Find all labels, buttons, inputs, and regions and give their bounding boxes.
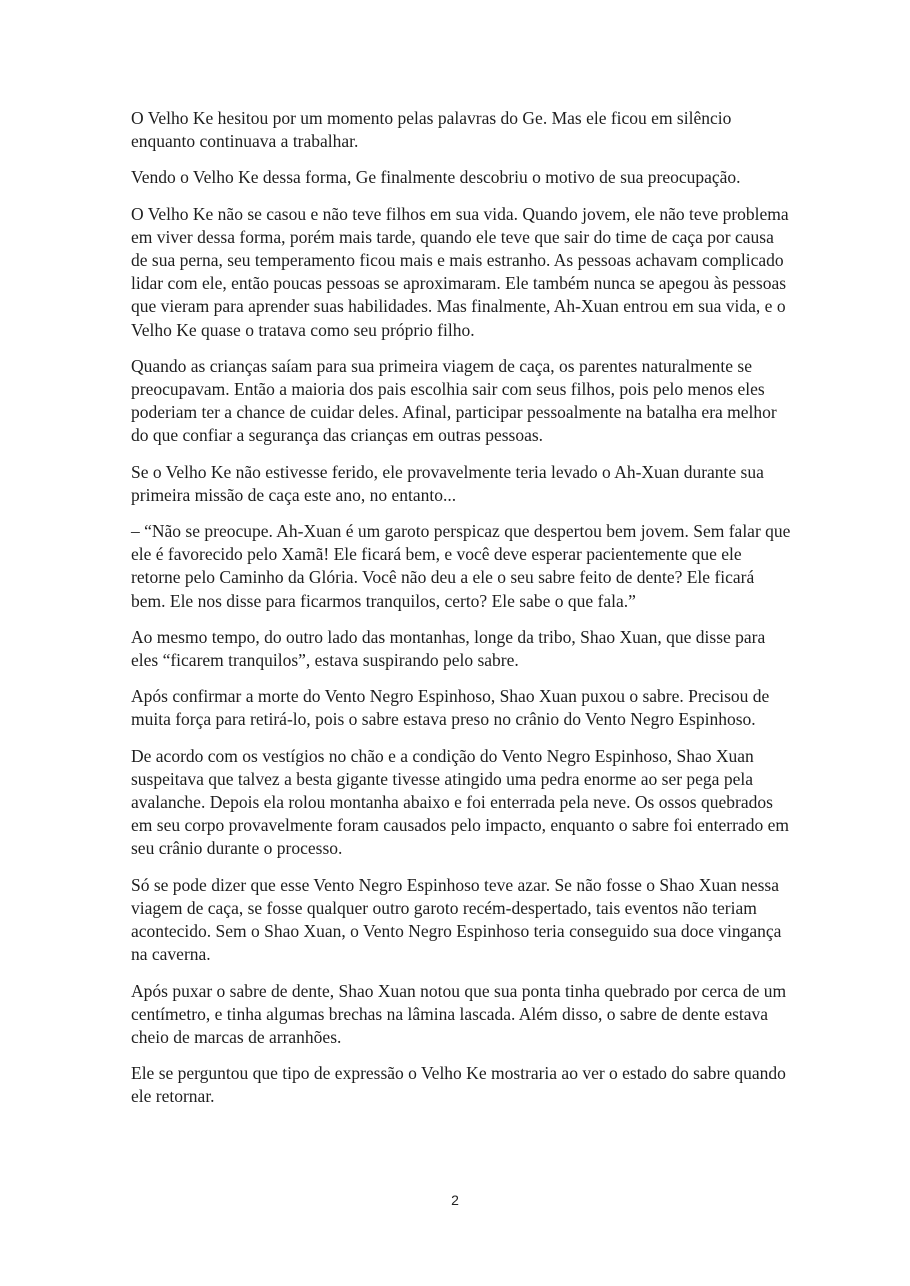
- paragraph-8: Após confirmar a morte do Vento Negro Espinhoso, Shao Xuan puxou o sabre. Precisou de muita força para retirá-lo, pois o sabre estava preso no crânio do Vento Negro Espinhoso.: [131, 686, 770, 730]
- paragraph-12: Ele se perguntou que tipo de expressão o Velho Ke mostraria ao ver o estado do sabre quando ele retornar.: [131, 1063, 786, 1107]
- paragraph-1: O Velho Ke hesitou por um momento pelas palavras do Ge. Mas ele ficou em silêncio enquanto continuava a trabalhar.: [131, 108, 732, 152]
- paragraph-5: Se o Velho Ke não estivesse ferido, ele provavelmente teria levado o Ah-Xuan durante sua primeira missão de caça este ano, no entanto...: [131, 461, 764, 505]
- paragraph-4: Quando as crianças saíam para sua primeira viagem de caça, os parentes naturalmente se preocupavam. Então a maioria dos pais escolhia sair com seus filhos, pois pelo menos eles poderiam ter a chance de cuidar deles. Afinal, participar pessoalmente na batalha era melhor do que confiar a segurança das crianças em outras pessoas.: [131, 355, 777, 446]
- paragraph-11: Após puxar o sabre de dente, Shao Xuan notou que sua ponta tinha quebrado por cerca de um centímetro, e tinha algumas brechas na lâmina lascada. Além disso, o sabre de dente estava cheio de marcas de arranhões.: [131, 980, 787, 1047]
- paragraph-2: Vendo o Velho Ke dessa forma, Ge finalmente descobriu o motivo de sua preocupação.: [131, 167, 741, 188]
- paragraph-6: – “Não se preocupe. Ah-Xuan é um garoto perspicaz que despertou bem jovem. Sem falar que ele é favorecido pelo Xamã! Ele ficará bem, e você deve esperar pacientemente que ele retorne pelo Caminho da Glória. Você não deu a ele o seu sabre feito de dente? Ele ficará bem. Ele nos disse para ficarmos tranquilos, certo? Ele sabe o que fala.”: [131, 521, 791, 611]
- document-body: [131, 107, 791, 1122]
- paragraph-7: Ao mesmo tempo, do outro lado das montanhas, longe da tribo, Shao Xuan, que disse para eles “ficarem tranquilos”, estava suspirando pelo sabre.: [131, 626, 766, 671]
- paragraph-9: De acordo com os vestígios no chão e a condição do Vento Negro Espinhoso, Shao Xuan suspeitava que talvez a besta gigante tivesse atingido uma pedra enorme ao ser pega pela avalanche. Depois ela rolou montanha abaixo e foi enterrada pela neve. Os ossos quebrados em seu corpo provavelmente foram causados pelo impacto, enquanto o sabre foi enterrado em seu crânio durante o processo.: [131, 745, 789, 859]
- page-number: 2: [451, 1192, 459, 1208]
- paragraph-10: Só se pode dizer que esse Vento Negro Espinhoso teve azar. Se não fosse o Shao Xuan nessa viagem de caça, se fosse qualquer outro garoto recém-despertado, tais eventos não teriam acontecido. Sem o Shao Xuan, o Vento Negro Espinhoso teria conseguido sua doce vingança na caverna.: [131, 874, 782, 965]
- paragraph-3: O Velho Ke não se casou e não teve filhos em sua vida. Quando jovem, ele não teve problema em viver dessa forma, porém mais tarde, quando ele teve que sair do time de caça por causa de sua perna, seu temperamento ficou mais e mais estranho. As pessoas achavam complicado lidar com ele, então poucas pessoas se aproximaram. Ele também nunca se apegou às pessoas que vieram para aprender suas habilidades. Mas finalmente, Ah-Xuan entrou em sua vida, e o Velho Ke quase o tratava como seu próprio filho.: [131, 203, 789, 340]
